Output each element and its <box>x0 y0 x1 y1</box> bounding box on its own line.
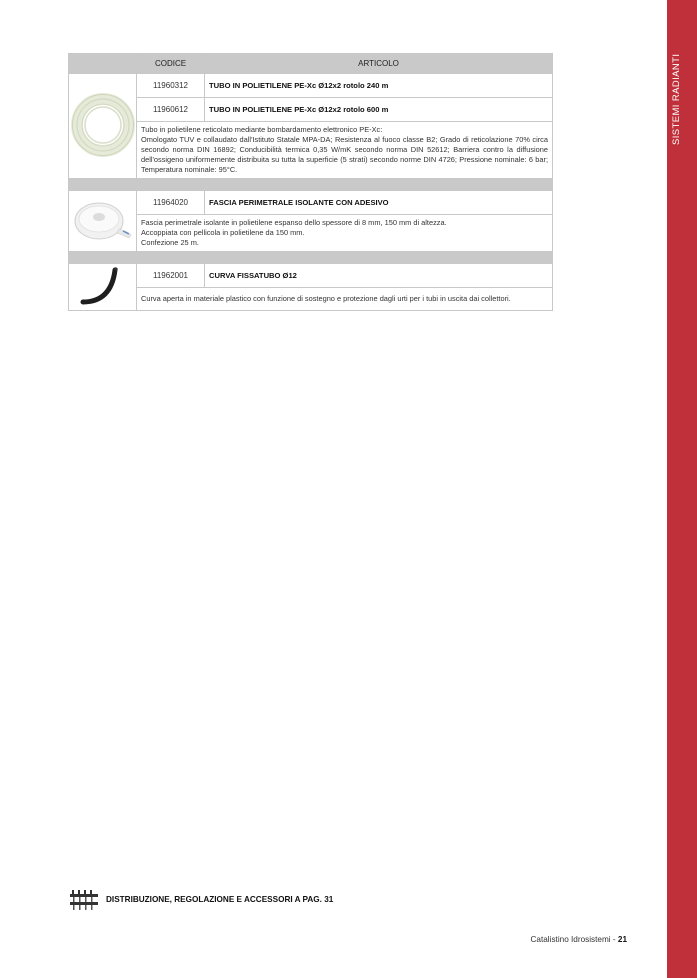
pipe-coil-icon <box>71 93 135 157</box>
item-article: CURVA FISSATUBO Ø12 <box>205 264 553 288</box>
product-image-pipe-bend <box>69 264 137 311</box>
item-description: Fascia perimetrale isolante in polietilene espanso dello spessore di 8 mm, 150 mm di altezza. Accoppiata con pellicola in polietilene da 150 mm. Confezione 25 m. <box>137 215 553 252</box>
pipe-bend-icon <box>71 264 135 308</box>
item-article: TUBO IN POLIETILENE PE-Xc Ø12x2 rotolo 600 m <box>205 98 553 122</box>
group-separator <box>69 252 553 264</box>
page-number: 21 <box>617 935 627 944</box>
side-tab-strip <box>667 0 697 978</box>
item-code: 11960312 <box>137 74 205 98</box>
table-header <box>69 54 553 74</box>
item-code: 11964020 <box>137 191 205 215</box>
table-row <box>69 191 553 215</box>
group-separator <box>69 179 553 191</box>
manifold-icon <box>69 889 99 911</box>
insulation-roll-icon <box>71 195 135 245</box>
cross-reference: DISTRIBUZIONE, REGOLAZIONE E ACCESSORI A PAG. 31 <box>106 895 334 904</box>
page-footer <box>531 935 627 944</box>
header-article: ARTICOLO <box>205 54 553 74</box>
catalog-table <box>68 53 553 311</box>
item-description: Curva aperta in materiale plastico con funzione di sostegno e protezione dagli urti per i tubi in uscita dai collettori. <box>137 288 553 311</box>
item-article: FASCIA PERIMETRALE ISOLANTE CON ADESIVO <box>205 191 553 215</box>
product-image-perimeter-band <box>69 191 137 252</box>
item-article: TUBO IN POLIETILENE PE-Xc Ø12x2 rotolo 240 m <box>205 74 553 98</box>
table-row <box>69 74 553 98</box>
side-tab-label: SISTEMI RADIANTI <box>671 53 682 145</box>
product-image-pipe-coil <box>69 74 137 179</box>
catalog-name: Catalistino Idrosistemi - <box>530 935 618 944</box>
table-row-description <box>69 122 553 179</box>
item-code: 11962001 <box>137 264 205 288</box>
table-row <box>69 98 553 122</box>
table-row <box>69 264 553 288</box>
item-description: Tubo in polietilene reticolato mediante bombardamento elettronico PE-Xc: Omologato TUV e collaudato dall'Istituto Statale MPA-DA; Resistenza al fuoco classe B2; Grado di reticolazione 70% circa secondo norma DIN 16892; Conducibilità termica 0,35 W/mK secondo norma DIN 52612; Barriera contro la diffusione dell'ossigeno uniformemente distribuita su tutta la superficie (5 strati) secondo norme DIN 4726; Pressione nominale: 6 bar; Temperatura nominale: 95°C. <box>137 122 553 179</box>
table-row-description <box>69 288 553 311</box>
item-code: 11960612 <box>137 98 205 122</box>
header-image-cell <box>69 54 137 74</box>
table-row-description <box>69 215 553 252</box>
header-code: CODICE <box>137 54 205 74</box>
